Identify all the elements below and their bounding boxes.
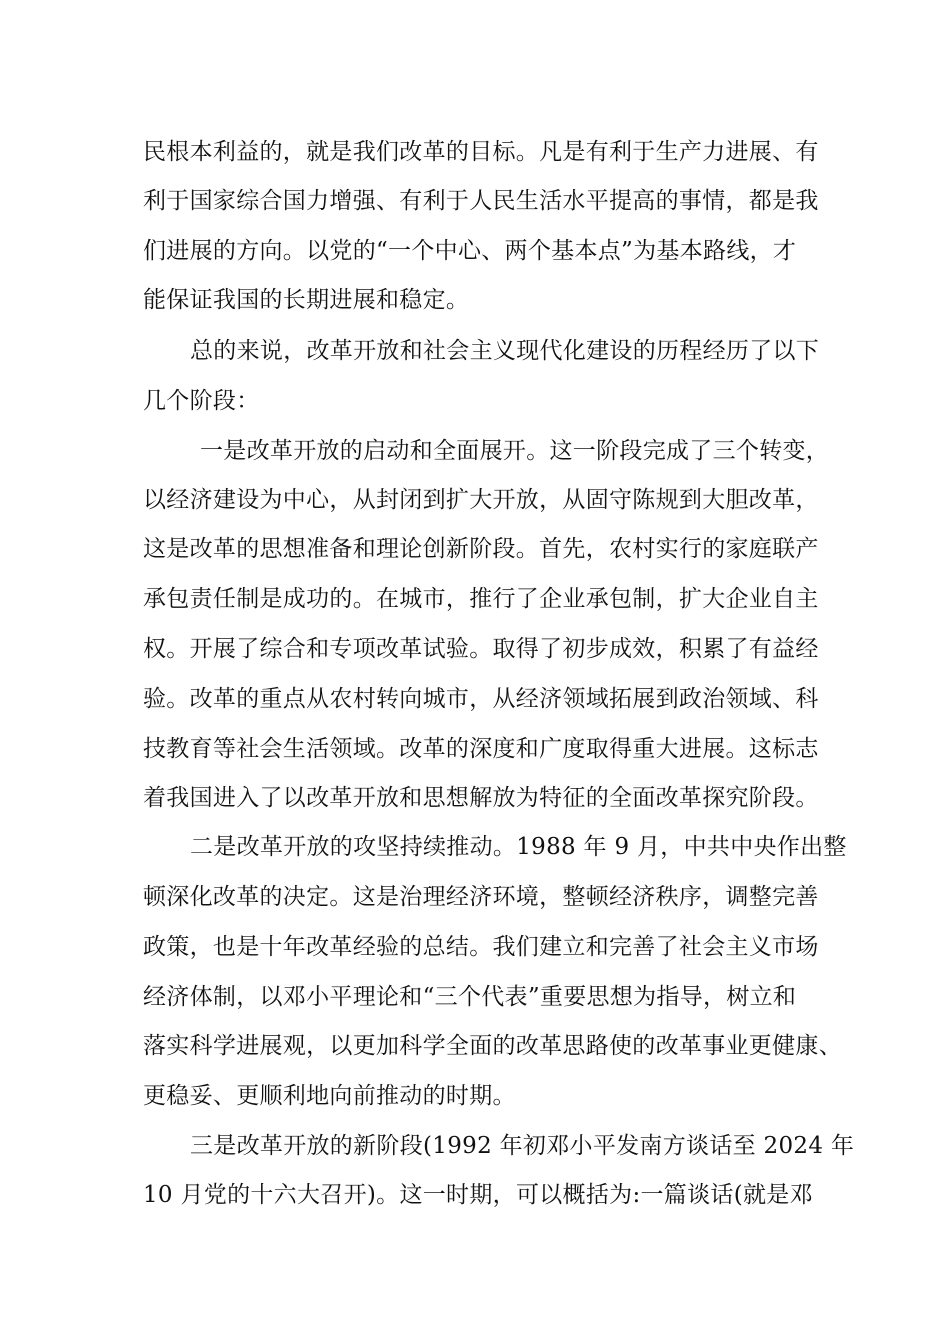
text-line: 二是改革开放的攻坚持续推动。1988 年 9 月，中共中央作出整 xyxy=(190,834,847,860)
text-line: 政策，也是十年改革经验的总结。我们建立和完善了社会主义市场 xyxy=(143,934,819,960)
text-line: 总的来说，改革开放和社会主义现代化建设的历程经历了以下 xyxy=(190,338,820,364)
text-line: 顿深化改革的决定。这是治理经济环境，整顿经济秩序，调整完善 xyxy=(143,884,819,910)
text-line: 10 月党的十六大召开)。这一时期，可以概括为:一篇谈话(就是邓 xyxy=(143,1182,813,1208)
text-line: 验。改革的重点从农村转向城市，从经济领域拓展到政治领域、科 xyxy=(143,686,819,712)
text-line: 承包责任制是成功的。在城市，推行了企业承包制，扩大企业自主 xyxy=(143,586,819,612)
text-line: 三是改革开放的新阶段(1992 年初邓小平发南方谈话至 2024 年 xyxy=(190,1133,855,1159)
text-line: 权。开展了综合和专项改革试验。取得了初步成效，积累了有益经 xyxy=(143,636,819,662)
text-line: 们进展的方向。以党的“一个中心、两个基本点”为基本路线，才 xyxy=(143,238,797,264)
text-line: 民根本利益的，就是我们改革的目标。凡是有利于生产力进展、有 xyxy=(143,139,819,165)
text-line: 利于国家综合国力增强、有利于人民生活水平提高的事情，都是我 xyxy=(143,188,819,214)
text-line: 几个阶段： xyxy=(143,388,260,414)
text-line: 一是改革开放的启动和全面展开。这一阶段完成了三个转变， xyxy=(200,438,830,464)
text-line: 这是改革的思想准备和理论创新阶段。首先，农村实行的家庭联产 xyxy=(143,536,819,562)
text-line: 更稳妥、更顺利地向前推动的时期。 xyxy=(143,1083,516,1109)
text-line: 着我国进入了以改革开放和思想解放为特征的全面改革探究阶段。 xyxy=(143,785,819,811)
text-line: 落实科学进展观，以更加科学全面的改革思路使的改革事业更健康、 xyxy=(143,1033,842,1059)
text-line: 能保证我国的长期进展和稳定。 xyxy=(143,287,470,313)
text-line: 以经济建设为中心，从封闭到扩大开放，从固守陈规到大胆改革， xyxy=(143,487,819,513)
text-line: 经济体制，以邓小平理论和“三个代表”重要思想为指导，树立和 xyxy=(143,984,797,1010)
text-line: 技教育等社会生活领域。改革的深度和广度取得重大进展。这标志 xyxy=(143,736,819,762)
